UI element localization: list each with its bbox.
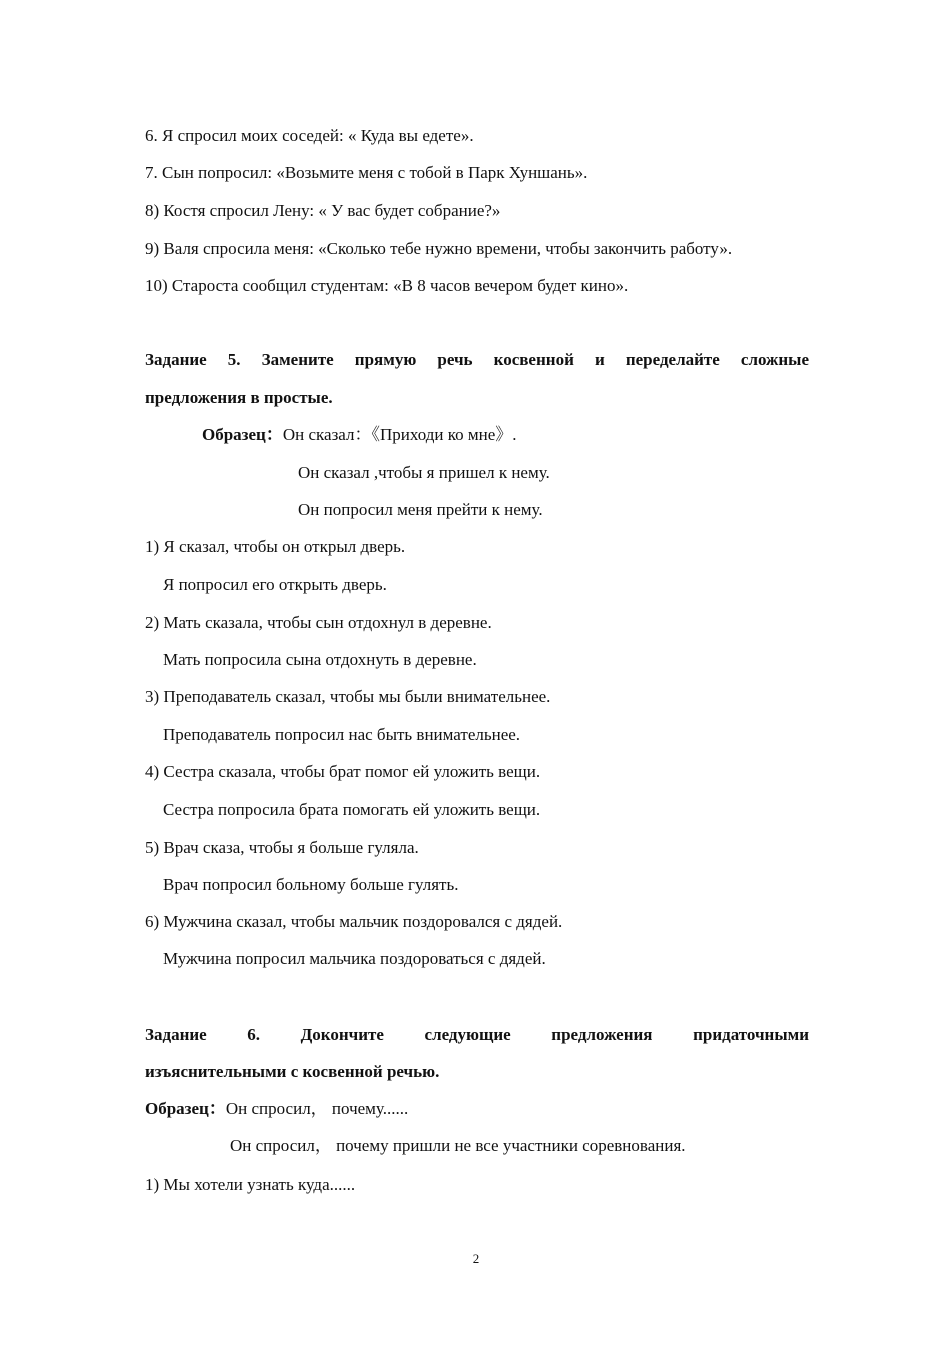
sample-label: Образец： xyxy=(202,425,283,444)
list-item: 6. Я спросил моих соседей: « Куда вы едете». xyxy=(145,126,474,145)
task5-answer: Мать попросила сына отдохнуть в деревне. xyxy=(163,650,477,669)
task5-answer: Преподаватель попросил нас быть внимательнее. xyxy=(163,725,521,744)
list-item: 7. Сын попросил: «Возьмите меня с тобой в Парк Хуншань». xyxy=(145,163,588,182)
task5-question: 5) Врач сказа, чтобы я больше гуляла. xyxy=(145,838,419,857)
task6-sample xyxy=(145,1098,408,1120)
task5-question: 1) Я сказал, чтобы он открыл дверь. xyxy=(145,537,406,556)
task5-answer: Врач попросил больному больше гулять. xyxy=(163,875,459,894)
task6-heading-line2: изъяснительными с косвенной речью. xyxy=(145,1062,440,1081)
task5-heading-line1: Задание 5. Замените прямую речь косвенной и переделайте сложные xyxy=(145,350,809,369)
sample-text: Он сказал：《Приходи ко мне》. xyxy=(282,425,517,444)
list-item: 8) Костя спросил Лену: « У вас будет собрание?» xyxy=(145,201,501,220)
list-item: 10) Староста сообщил студентам: «В 8 часов вечером будет кино». xyxy=(145,276,629,295)
task5-answer: Я попросил его открыть дверь. xyxy=(163,575,387,594)
task5-question: 2) Мать сказала, чтобы сын отдохнул в деревне. xyxy=(145,613,492,632)
task5-heading-line2: предложения в простые. xyxy=(145,388,333,407)
task5-sample-answer2: Он попросил меня прейти к нему. xyxy=(298,500,543,519)
task5-question: 6) Мужчина сказал, чтобы мальчик поздоровался с дядей. xyxy=(145,912,563,931)
list-item: 9) Валя спросила меня: «Сколько тебе нужно времени, чтобы закончить работу». xyxy=(145,239,733,258)
task5-sample xyxy=(202,424,517,446)
task5-question: 3) Преподаватель сказал, чтобы мы были внимательнее. xyxy=(145,687,551,706)
task5-answer: Сестра попросила брата помогать ей уложить вещи. xyxy=(163,800,541,819)
task6-question: 1) Мы хотели узнать куда...... xyxy=(145,1175,356,1194)
task5-sample-answer1: Он сказал ,чтобы я пришел к нему. xyxy=(298,463,550,482)
task5-question: 4) Сестра сказала, чтобы брат помог ей уложить вещи. xyxy=(145,762,541,781)
task6-heading-line1: Задание 6. Докончите следующие предложения придаточными xyxy=(145,1025,809,1044)
task5-answer: Мужчина попросил мальчика поздороваться с дядей. xyxy=(163,949,546,968)
sample-text: Он спросил， почему...... xyxy=(225,1099,409,1118)
task6-sample-answer: Он спросил， почему пришли не все участники соревнования. xyxy=(230,1136,686,1155)
sample-label: Образец： xyxy=(145,1099,226,1118)
page-number: 2 xyxy=(472,1251,480,1266)
